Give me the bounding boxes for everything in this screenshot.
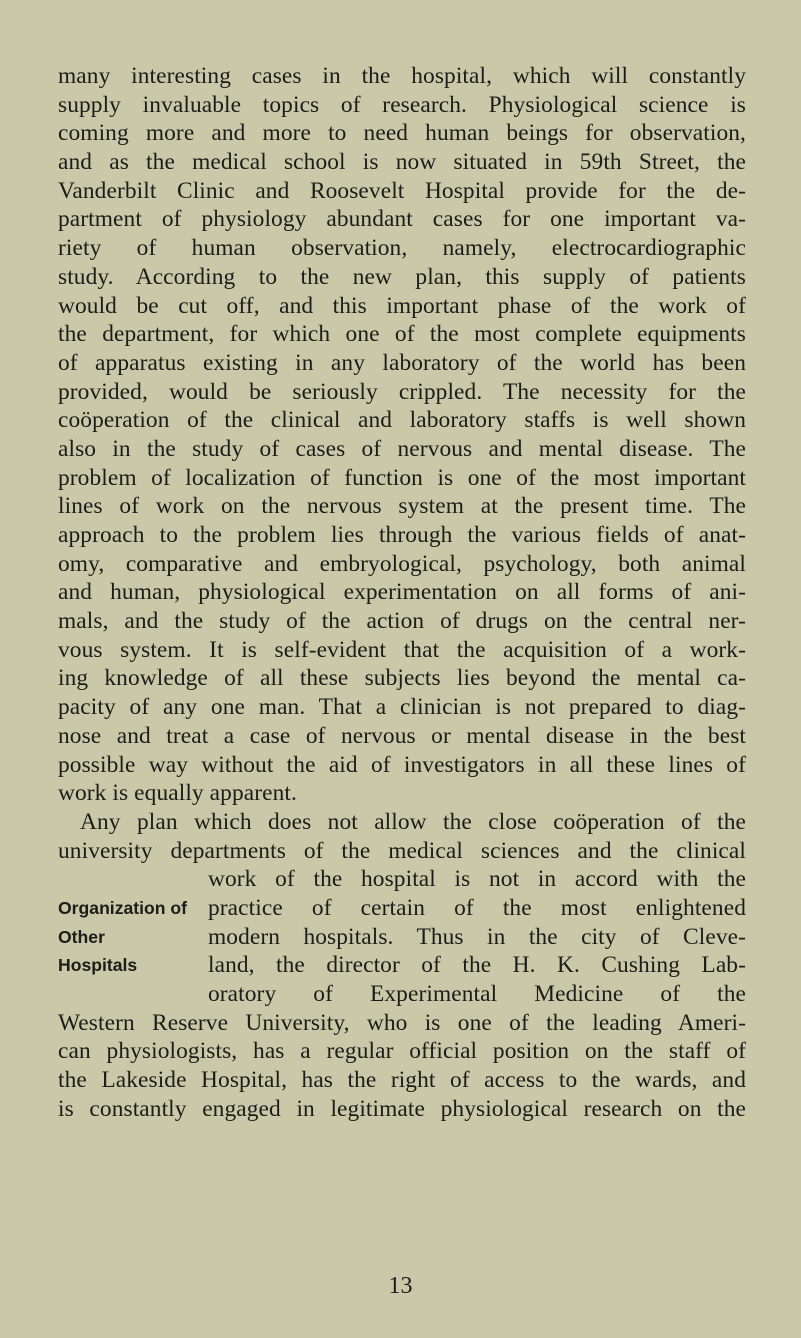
margin-note-line [58, 865, 208, 894]
body-line: of apparatus existing in any laboratory of the world has been [58, 349, 746, 376]
body-line: Vanderbilt Clinic and Roosevelt Hospital provide for the de- [58, 177, 746, 204]
body-line: mals, and the study of the action of drugs on the central ner- [58, 608, 746, 635]
page-number: 13 [388, 1273, 413, 1299]
body-line: omy, comparative and embryological, psychology, both animal [58, 550, 746, 577]
body-line: and as the medical school is now situated in 59th Street, the [58, 149, 746, 176]
body-line: nose and treat a case of nervous or mental disease in the best [58, 722, 746, 749]
body-line: also in the study of cases of nervous and mental disease. The [58, 435, 746, 462]
body-line: would be cut off, and this important phase of the work of [58, 292, 746, 319]
body-line: is constantly engaged in legitimate physiological research on the [58, 1095, 746, 1122]
margin-note-row [58, 923, 746, 952]
body-line: practice of certain of the most enlightened [208, 894, 746, 921]
margin-note-row [58, 865, 746, 894]
body-line: coming more and more to need human beings for observation, [58, 120, 746, 147]
margin-note-line [58, 980, 208, 1009]
margin-note-row [58, 951, 746, 980]
body-line: riety of human observation, namely, electrocardiographic [58, 235, 746, 262]
margin-note-row [58, 980, 746, 1009]
body-line: many interesting cases in the hospital, which will constantly [58, 63, 746, 89]
body-line: pacity of any one man. That a clinician is not prepared to diag- [58, 694, 746, 721]
margin-note-row [58, 894, 746, 923]
body-line: approach to the problem lies through the various fields of anat- [58, 522, 746, 548]
body-line: work of the hospital is not in accord with the [208, 866, 746, 893]
margin-note-line: Organization of [58, 897, 188, 918]
body-line: land, the director of the H. K. Cushing Lab- [208, 952, 746, 979]
body-line: coöperation of the clinical and laboratory staffs is well shown [58, 407, 746, 434]
body-line: Western Reserve University, who is one of the leading Ameri- [58, 1009, 746, 1036]
margin-note-line: Hospitals [58, 955, 138, 976]
body-line: ing knowledge of all these subjects lies beyond the mental ca- [58, 665, 746, 692]
body-line: problem of localization of function is one of the most important [58, 464, 746, 491]
body-line: lines of work on the nervous system at the present time. The [58, 493, 746, 520]
body-line: modern hospitals. Thus in the city of Cleve- [208, 923, 746, 950]
body-line: work is equally apparent. [58, 780, 297, 807]
body-line: Any plan which does not allow the close coöperation of the [80, 808, 746, 835]
margin-note-line: Other [58, 926, 105, 947]
body-line: vous system. It is self-evident that the acquisition of a work- [58, 636, 746, 663]
body-line: partment of physiology abundant cases for one important va- [58, 206, 746, 233]
body-line: provided, would be seriously crippled. The necessity for the [58, 378, 746, 405]
body-line: supply invaluable topics of research. Physiological science is [58, 91, 746, 118]
body-line: the Lakeside Hospital, has the right of access to the wards, and [58, 1067, 746, 1094]
body-line: the department, for which one of the most complete equipments [58, 321, 746, 348]
body-line: study. According to the new plan, this supply of patients [58, 263, 746, 290]
body-line: university departments of the medical sciences and the clinical [58, 837, 746, 864]
body-line: can physiologists, has a regular official position on the staff of [58, 1038, 746, 1065]
body-line: oratory of Experimental Medicine of the [208, 981, 746, 1007]
page-text-block [58, 62, 746, 1123]
body-line: and human, physiological experimentation on all forms of ani- [58, 579, 746, 606]
body-line: possible way without the aid of investigators in all these lines of [58, 751, 746, 778]
